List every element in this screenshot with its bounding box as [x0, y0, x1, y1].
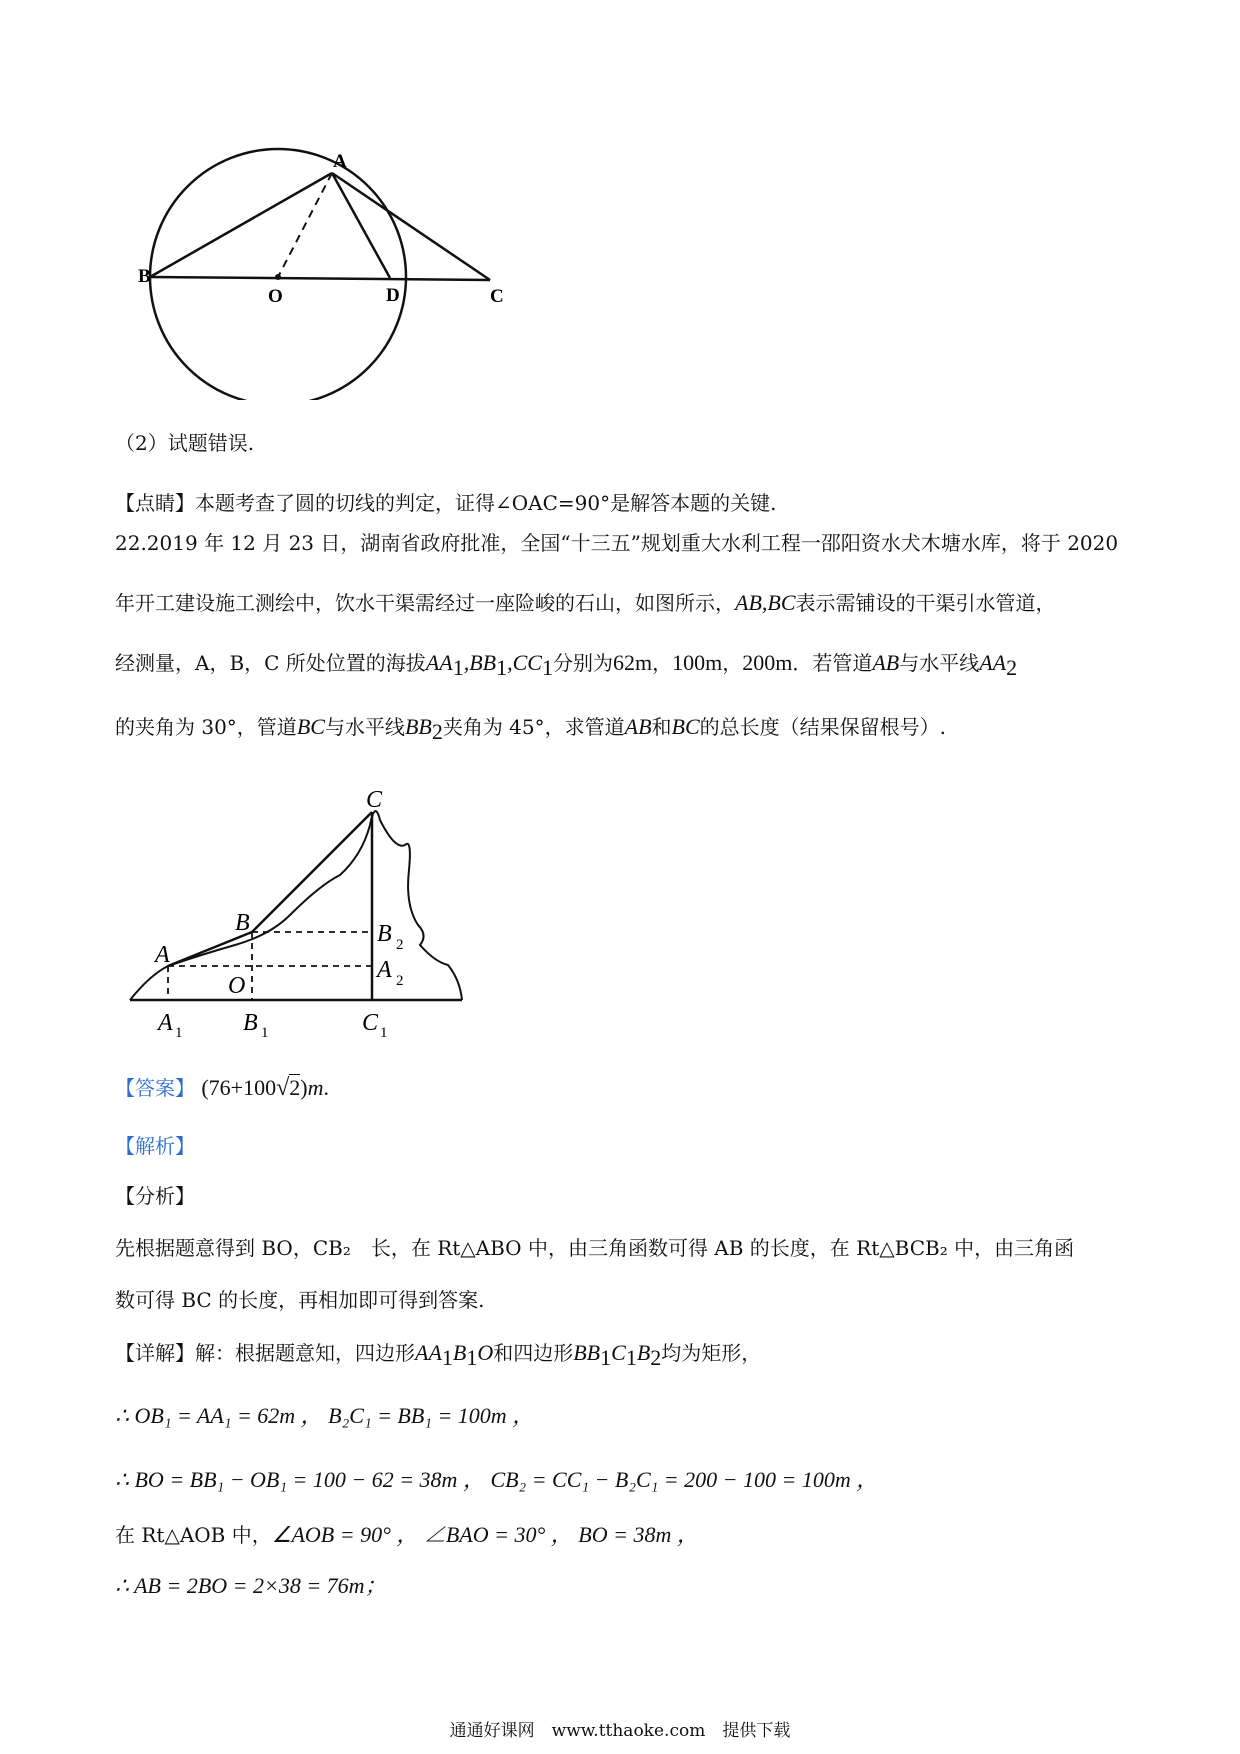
- math-bb2: BB: [404, 714, 432, 739]
- comma: ，: [652, 651, 673, 675]
- sqrt-symbol: √: [276, 1075, 290, 1101]
- q22-line3-text-f: 与水平线: [899, 651, 980, 675]
- sub-1: 1: [600, 1345, 612, 1370]
- math-sep: ,: [463, 650, 470, 675]
- math-aa2: AA: [979, 650, 1007, 675]
- xiangjie-text-3: 均为矩形，: [661, 1341, 762, 1365]
- step3-text: 在 Rt△AOB 中，: [115, 1523, 272, 1547]
- label-c1-sub: 1: [380, 1025, 388, 1040]
- q22-line3: [115, 648, 1145, 683]
- step3-math: ∠AOB = 90° ， ∠BAO = 30° ， BO = 38m ，: [271, 1522, 699, 1547]
- math-quad2-b: C: [611, 1340, 626, 1365]
- q22-line2-text: 年开工建设施工测绘中，饮水干渠需经过一座险峻的石山，如图所示，: [115, 591, 735, 615]
- q22-line3-text: 经测量，A，B，C 所处位置的海拔: [115, 651, 426, 675]
- math-quad2-c: B: [636, 1340, 651, 1365]
- label-b1: B: [243, 1010, 258, 1036]
- xiangjie-text-2: 和四边形: [493, 1341, 574, 1365]
- math-sep: ,: [507, 650, 513, 675]
- center-point-o: [275, 274, 281, 280]
- label-a2-sub: 2: [396, 973, 404, 989]
- answer-line: [115, 1073, 1145, 1103]
- answer-unit: m: [307, 1075, 324, 1100]
- sub-1: 1: [441, 1345, 453, 1370]
- math-ab: AB: [872, 650, 900, 675]
- label-c: C: [490, 286, 504, 307]
- line-bc: [150, 277, 490, 280]
- math-cc1: CC: [512, 650, 542, 675]
- label-c1: C: [362, 1010, 379, 1036]
- step4: ∴ AB = 2BO = 2×38 = 76m；: [115, 1573, 387, 1598]
- label-a1: A: [158, 1010, 173, 1036]
- answer-radicand: 2: [289, 1075, 301, 1100]
- label-a2: A: [377, 957, 392, 983]
- step3: [115, 1520, 1145, 1550]
- q22-line4-text-e: 的总长度（结果保留根号）.: [699, 715, 947, 739]
- dianjing-tag: 【点睛】: [115, 491, 195, 515]
- fenxi-line2: 数可得 BC 的长度，再相加即可得到答案.: [115, 1288, 485, 1312]
- value-100m: 100m: [672, 650, 723, 675]
- xiangjie-text: 解：根据题意知，四边形: [195, 1341, 415, 1365]
- label-a1-sub: 1: [175, 1025, 183, 1040]
- q22-line2-text-b: 表示需铺设的干渠引水管道，: [795, 591, 1056, 615]
- sub-2: 2: [431, 719, 443, 744]
- sub-1: 1: [625, 1345, 637, 1370]
- page-footer: 通通好课网 www.tthaoke.com 提供下载: [449, 1721, 791, 1741]
- label-a: A: [333, 151, 347, 172]
- line-ac: [332, 173, 490, 280]
- q22-line3-text-b: 分别为: [552, 651, 613, 675]
- xiangjie-line: [115, 1338, 1145, 1373]
- q22-line2-math: AB,BC: [735, 590, 796, 615]
- answer-tag: 【答案】: [115, 1076, 195, 1100]
- value-62m: 62m: [612, 650, 653, 675]
- label-a: A: [155, 942, 170, 968]
- q22-line2: [115, 588, 1145, 618]
- q22-line4-text-d: 和: [651, 715, 672, 739]
- sub-2: 2: [650, 1345, 662, 1370]
- label-o: O: [228, 973, 246, 999]
- circle-tangent-figure: [130, 140, 530, 400]
- value-200m: 200m: [742, 650, 793, 675]
- q22-line1: 22.2019 年 12 月 23 日，湖南省政府批准，全国“十三五”规划重大水利工程一邵阳资水犬木塘水库，将于 2020: [115, 531, 1119, 555]
- math-bc: BC: [296, 714, 325, 739]
- answer-end: .: [323, 1075, 329, 1100]
- sub-1: 1: [496, 655, 508, 680]
- xiangjie-tag: 【详解】: [115, 1341, 195, 1365]
- math-quad1: AA: [415, 1340, 442, 1365]
- q22-line4-text-c: 夹角为 45°，求管道: [442, 715, 625, 739]
- math-quad2: BB: [573, 1340, 601, 1365]
- q22-line4-text: 的夹角为 30°，管道: [115, 715, 297, 739]
- pipe-bc: [252, 812, 372, 932]
- q22-line3-text-e: ．若管道: [792, 651, 873, 675]
- label-b1-sub: 1: [261, 1025, 269, 1040]
- q22-line4: [115, 712, 1145, 747]
- math-aa1: AA: [425, 650, 453, 675]
- jiexi-tag: 【解析】: [115, 1134, 195, 1158]
- q21-part2: （2）试题错误.: [115, 431, 255, 455]
- sub-1: 1: [541, 655, 553, 680]
- label-o: O: [268, 286, 283, 307]
- mountain-outline: [130, 811, 462, 1000]
- comma: ，: [722, 651, 743, 675]
- line-ad: [332, 173, 390, 278]
- label-d: D: [386, 285, 400, 306]
- answer-close: ): [300, 1075, 308, 1100]
- label-b2-sub: 2: [396, 937, 404, 953]
- label-b: B: [235, 910, 250, 936]
- math-bc: BC: [671, 714, 700, 739]
- step2: ∴ BO = BB₁ − OB₁ = 100 − 62 = 38m ， CB₂ = CC₁ − B₂C₁ = 200 − 100 = 100m ，: [115, 1467, 879, 1492]
- mountain-pipeline-figure: [110, 770, 480, 1040]
- q22-line4-text-b: 与水平线: [324, 715, 405, 739]
- sub-1: 1: [466, 1345, 478, 1370]
- fenxi-line1: 先根据题意得到 BO，CB₂ 长，在 Rt△ABO 中，由三角函数可得 AB 的长度，在 Rt△BCB₂ 中，由三角函: [115, 1236, 1075, 1260]
- math-bb1: BB: [469, 650, 497, 675]
- math-quad1-b: B: [452, 1340, 467, 1365]
- dianjing-text: 本题考查了圆的切线的判定，证得∠OAC=90°是解答本题的关键.: [195, 491, 777, 515]
- q21-dianjing: [115, 488, 1145, 518]
- label-c: C: [366, 787, 383, 813]
- sub-2: 2: [1006, 655, 1018, 680]
- fenxi-tag: 【分析】: [115, 1184, 195, 1208]
- sub-1: 1: [452, 655, 464, 680]
- label-b: B: [138, 266, 151, 287]
- math-ab: AB: [624, 714, 652, 739]
- math-quad1-c: O: [477, 1340, 494, 1365]
- pipe-ab: [168, 932, 252, 966]
- step1: ∴ OB₁ = AA₁ = 62m ， B₂C₁ = BB₁ = 100m ，: [115, 1403, 535, 1428]
- label-b2: B: [377, 921, 392, 947]
- answer-open: (76+100: [201, 1075, 277, 1100]
